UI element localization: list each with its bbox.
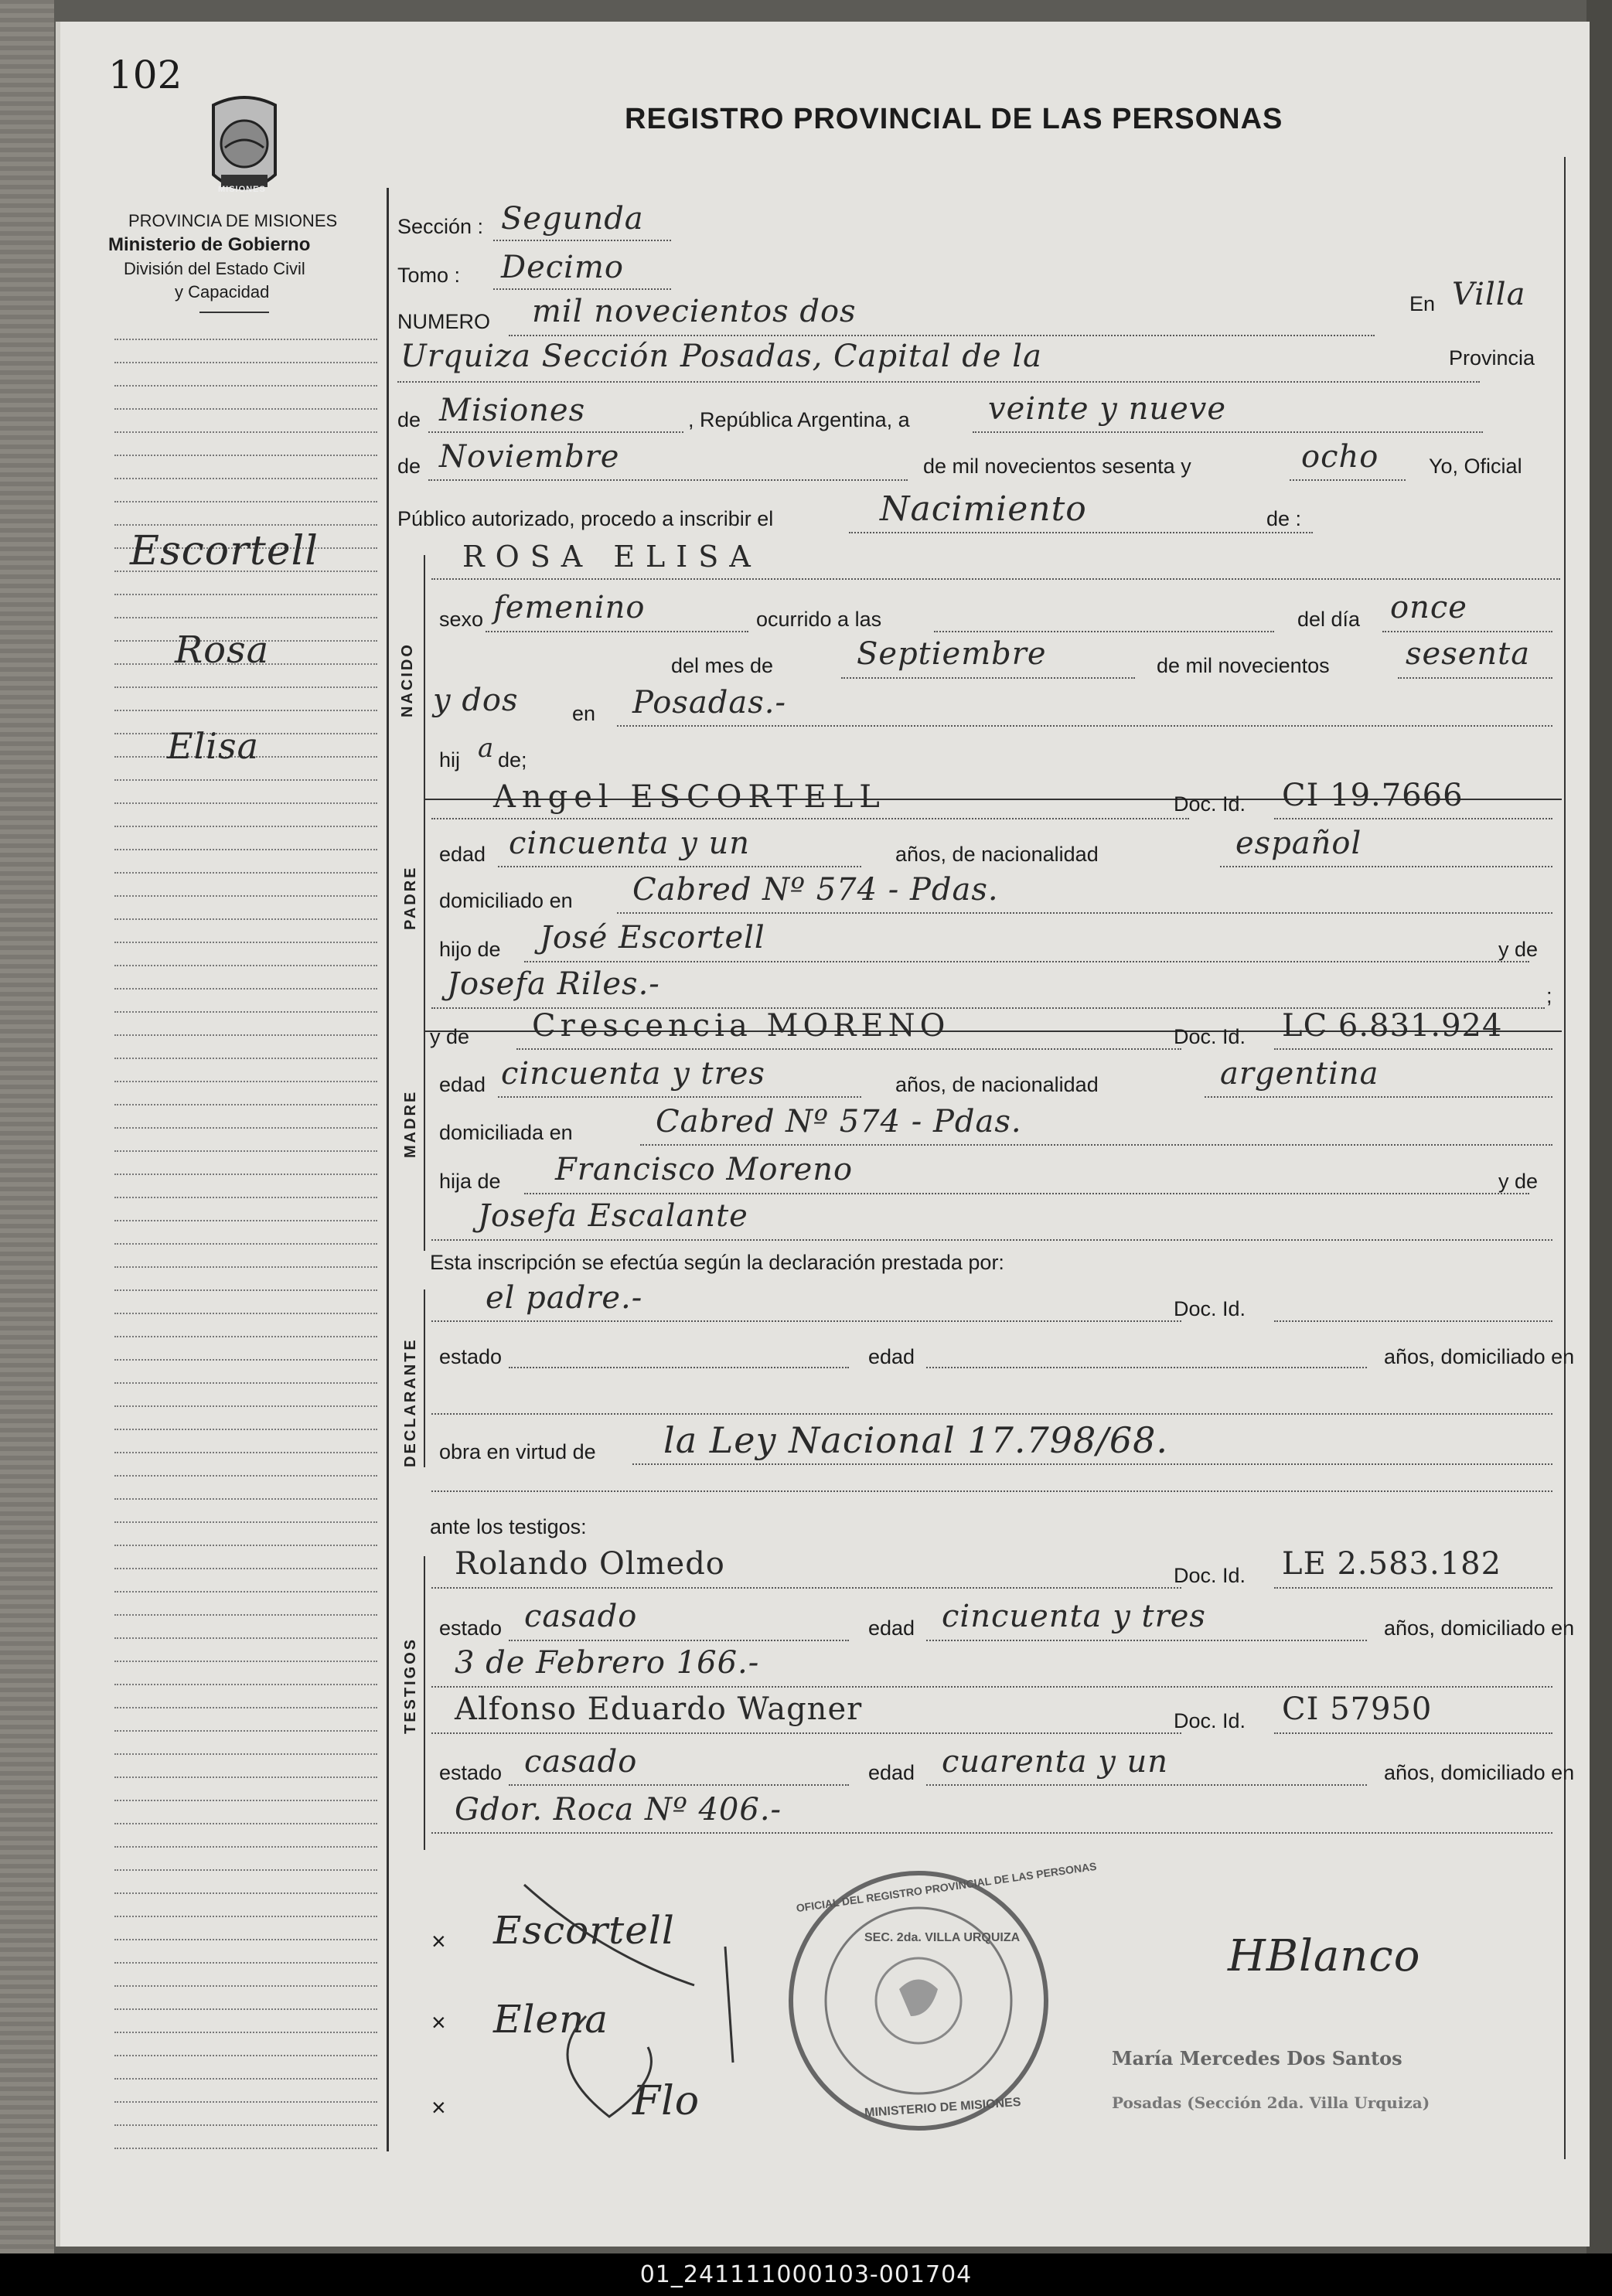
margin-rule-line [114,2032,377,2033]
margin-rule-line [114,1429,377,1430]
label-padre-doc: Doc. Id. [1174,792,1246,816]
margin-rule-line [114,1034,377,1036]
label-republica: , República Argentina, a [688,408,910,431]
line-madre-nombre [516,1048,1181,1050]
margin-rule-line [114,1405,377,1407]
line-lugar-nac [617,725,1552,727]
value-madre-madre: Josefa Escalante [478,1198,748,1234]
stamp-ring-top: OFICIAL DEL REGISTRO PROVINCIAL DE LAS PERSONAS [795,1859,1098,1915]
label-testigo2-doc: Doc. Id. [1174,1709,1246,1732]
margin-rule-line [114,1568,377,1569]
label-testigo2-anos: años, domiciliado en [1384,1761,1575,1784]
section-line-testigos [424,1556,425,1850]
signature-1: Escortell [493,1908,675,1953]
margin-rule-line [114,895,377,897]
value-hij-suffix: a [478,733,495,764]
margin-rule-line [114,1869,377,1871]
line-padre-nac [1220,866,1552,867]
page-number: 102 [108,53,182,97]
issuer-underline [199,312,269,313]
label-esta-inscripcion: Esta inscripción se efectúa según la declaración prestada por: [430,1251,1004,1274]
side-label-testigos: TESTIGOS [402,1637,419,1734]
margin-rule-line [114,408,377,410]
margin-rule-line [114,1777,377,1778]
margin-rule-line [114,686,377,688]
margin-rule-line [114,1197,377,1198]
label-del-mes: del mes de [671,654,774,677]
margin-rule-line [114,1545,377,1546]
value-padre-doc: CI 19.7666 [1282,778,1464,813]
line-testigo1-dom [431,1686,1552,1688]
label-de-mil: de mil novecientos sesenta y [923,455,1191,478]
label-madre-nac: años, de nacionalidad [895,1073,1099,1096]
label-ocurrido: ocurrido a las [756,608,882,631]
side-label-nacido: NACIDO [399,642,416,717]
margin-rule-line [114,617,377,618]
value-padre-nombre: Angel ESCORTELL [493,779,886,815]
sig-mark-1: × [431,1927,446,1955]
line-testigo1-doc [1274,1587,1552,1589]
margin-rule-line [114,1939,377,1940]
margin-rule-line [114,1591,377,1593]
margin-rule-line [114,2078,377,2080]
label-obra: obra en virtud de [439,1440,596,1463]
margin-rule-line [114,1684,377,1685]
line-madre-hija-de [524,1193,1529,1194]
margin-rule-line [114,431,377,433]
book-binding [0,0,54,2253]
line-declarante-edad [926,1367,1367,1368]
line-testigo1 [431,1587,1181,1589]
margin-rule-line [114,918,377,920]
line-mes-nac [841,677,1135,679]
margin-rule-line [114,1174,377,1175]
line-declarante-doc [1274,1320,1552,1322]
margin-rule-line [114,849,377,850]
label-en2: en [572,702,596,725]
line-padre-doc [1274,818,1552,819]
label-de-mil2: de mil novecientos [1157,654,1330,677]
line-declarante [431,1320,1181,1322]
signature-scribbles [493,1862,803,2140]
issuer-line2: Ministerio de Gobierno [108,234,311,255]
value-testigo2-doc: CI 57950 [1282,1691,1433,1727]
officer-stamp-place: Posadas (Sección 2da. Villa Urquiza) [1112,2093,1430,2112]
line-testigo2-doc [1274,1732,1552,1734]
value-ley: la Ley Nacional 17.798/68. [663,1419,1168,1461]
value-anio-nac2: y dos [433,683,519,718]
margin-rule-line [114,1243,377,1245]
line-mes [428,479,908,481]
issuer-line3: División del Estado Civil [124,259,305,278]
value-dia: once [1390,590,1467,625]
line-dia [1382,631,1552,632]
margin-rule-line [114,1452,377,1453]
margin-rule-line [114,1475,377,1477]
margin-rule-line [114,385,377,387]
label-madre-y-de2: y de [1498,1170,1539,1193]
margin-rule-line [114,1916,377,1917]
line-acto [849,532,1313,533]
label-yo-oficial: Yo, Oficial [1429,455,1522,478]
margin-rule-line [114,1150,377,1152]
margin-rule-line [114,1962,377,1964]
margin-rule-line [114,872,377,874]
margin-rule-line [114,1753,377,1755]
margin-rule-line [114,1498,377,1500]
image-caption: 01_241111000103-001704 [0,2253,1612,2296]
line-madre-doc [1274,1048,1552,1050]
label-declarante-doc: Doc. Id. [1174,1297,1246,1320]
label-madre-doc: Doc. Id. [1174,1025,1246,1048]
signature-2: Elena [493,1997,609,2042]
label-seccion: Sección : [397,215,484,238]
value-mes: Noviembre [439,439,620,475]
stamp-ring-bottom: MINISTERIO DE MISIONES [864,2095,1021,2121]
value-madre-hija-de: Francisco Moreno [555,1152,854,1187]
line-tomo [493,288,671,290]
margin-rule-line [114,455,377,456]
label-declarante-edad: edad [868,1345,915,1368]
value-padre-nac: español [1235,826,1362,861]
label-testigo2-edad: edad [868,1761,915,1784]
label-testigo1-estado: estado [439,1616,503,1640]
margin-rule-line [114,2101,377,2103]
seal-label: MISIONES [218,185,266,194]
document-page [56,22,1590,2247]
line-nombre [431,578,1560,580]
value-testigo1-estado: casado [524,1599,638,1634]
line-seccion [493,240,671,241]
margin-rule-line [114,1336,377,1337]
value-mes-nac: Septiembre [857,636,1047,672]
label-testigo1-edad: edad [868,1616,915,1640]
label-de-colon: de : [1266,507,1302,530]
label-declarante-anos: años, domiciliado en [1384,1345,1575,1368]
value-testigo1: Rolando Olmedo [455,1546,725,1582]
line-testigo2-estado [509,1784,849,1786]
line-madre-edad [498,1096,861,1098]
value-acto: Nacimiento [880,489,1087,529]
line-testigo2 [431,1732,1181,1734]
margin-rule-line [114,2148,377,2149]
value-anio-nac: sesenta [1406,636,1531,672]
margin-rule-line [114,1011,377,1013]
line-madre-dom [640,1144,1552,1146]
margin-rule-line [114,1985,377,1987]
value-lugar: Urquiza Sección Posadas, Capital de la [400,339,1042,374]
label-testigo2-estado: estado [439,1761,503,1784]
side-label-declarante: DECLARANTE [402,1337,419,1467]
value-madre-doc: LC 6.831.924 [1282,1008,1503,1044]
value-testigo1-edad: cincuenta y tres [942,1599,1206,1634]
margin-rule-line [114,965,377,966]
value-seccion: Segunda [501,201,644,237]
label-testigo1-anos: años, domiciliado en [1384,1616,1575,1640]
margin-rule-line [114,1707,377,1708]
margin-rule-line [114,1892,377,1894]
line-declarante-estado [509,1367,849,1368]
value-numero: mil novecientos dos [532,294,857,329]
value-testigo1-dom: 3 de Febrero 166.- [455,1645,760,1681]
line-testigo2-edad [926,1784,1367,1786]
margin-rule-line [114,1614,377,1616]
label-de-semi: de; [498,748,527,772]
side-label-padre: PADRE [402,865,419,930]
margin-rule-line [114,1846,377,1848]
sig-mark-2: × [431,2008,446,2036]
value-fecha: veinte y nueve [988,391,1227,427]
value-testigo2-edad: cuarenta y un [942,1744,1169,1780]
label-padre-hijo-de: hijo de [439,938,501,961]
line-ley [632,1463,1552,1465]
value-testigo2-estado: casado [524,1744,638,1780]
line-madre-nac [1205,1096,1552,1098]
section-line-nacido [424,555,425,802]
value-sexo: femenino [493,590,646,625]
margin-name-surname: Escortell [130,528,319,574]
label-del-dia: del día [1297,608,1361,631]
line-fecha [973,431,1483,433]
margin-rule-line [114,1800,377,1801]
label-madre-edad: edad [439,1073,486,1096]
line-ley2 [431,1490,1552,1492]
margin-rule-line [114,362,377,363]
label-declarante-estado: estado [439,1345,503,1368]
margin-name-second: Elisa [167,725,260,767]
margin-rule-line [114,339,377,340]
line-testigo1-estado [509,1640,849,1641]
form-frame-left [387,188,389,2151]
margin-rule-line [114,826,377,827]
value-declarante: el padre.- [486,1280,643,1316]
margin-rule-line [114,1104,377,1105]
value-madre-nombre: Crescencia MORENO [532,1008,950,1044]
label-padre-nac: años, de nacionalidad [895,843,1099,866]
label-madre-dom: domiciliada en [439,1121,573,1144]
margin-rule-line [114,1730,377,1732]
margin-rule-line [114,942,377,943]
margin-rule-line [114,524,377,526]
margin-rule-line [114,988,377,990]
sig-mark-3: × [431,2093,446,2121]
label-madre-y-de: y de [430,1025,470,1048]
form-frame-right [1564,157,1566,2159]
label-de-mes: de [397,455,421,478]
section-line-madre [424,1030,425,1251]
label-padre-edad: edad [439,843,486,866]
value-testigo2: Alfonso Eduardo Wagner [455,1691,863,1727]
value-padre-madre: Josefa Riles.- [447,966,660,1002]
line-sexo [486,631,748,632]
issuer-line1: PROVINCIA DE MISIONES [128,211,338,230]
label-provincia: Provincia [1449,346,1535,370]
label-de-prov: de [397,408,421,431]
line-lugar [397,381,1480,383]
line-anio-nac [1398,677,1552,679]
value-testigo1-doc: LE 2.583.182 [1282,1546,1502,1582]
value-nombre: ROSA ELISA [462,540,762,574]
label-sexo: sexo [439,608,484,631]
margin-rule-line [114,1359,377,1361]
officer-stamp-name: María Mercedes Dos Santos [1112,2047,1402,2069]
margin-rule-line [114,1081,377,1082]
label-publico: Público autorizado, procedo a inscribir el [397,507,774,530]
margin-rule-line [114,1289,377,1291]
value-madre-nac: argentina [1220,1056,1379,1092]
line-testigo1-edad [926,1640,1367,1641]
label-numero: NUMERO [397,310,490,333]
line-padre-dom [617,912,1552,914]
margin-rule-line [114,779,377,781]
line-padre-nombre [431,818,1189,819]
margin-rule-line [114,1058,377,1059]
margin-rule-line [114,1661,377,1662]
line-anio [1290,479,1406,481]
margin-rule-line [114,1637,377,1639]
value-lugar-nac: Posadas.- [632,685,786,720]
value-testigo2-dom: Gdor. Roca Nº 406.- [455,1792,782,1828]
margin-rule-line [114,1266,377,1268]
margin-rule-line [114,1382,377,1384]
margin-rule-line [114,2124,377,2126]
margin-rule-line [114,710,377,711]
label-padre-semicolon: ; [1546,984,1552,1007]
book-cover-edge [1586,0,1612,2253]
line-provincia [428,431,683,433]
stamp-ring-inner: SEC. 2da. VILLA URQUIZA [864,1931,1021,1944]
label-padre-y-de: y de [1498,938,1539,961]
line-declarante-dom [431,1413,1552,1415]
margin-rule-line [114,594,377,595]
side-label-madre: MADRE [402,1089,419,1158]
margin-rule-line [114,478,377,479]
margin-name-first: Rosa [175,629,270,672]
value-padre-dom: Cabred Nº 574 - Pdas. [632,872,999,908]
line-padre-hijo-de [524,961,1529,962]
line-padre-edad [498,866,861,867]
value-madre-dom: Cabred Nº 574 - Pdas. [656,1104,1022,1139]
margin-rule-line [114,1823,377,1824]
label-madre-hija-de: hija de [439,1170,501,1193]
label-testigo1-doc: Doc. Id. [1174,1564,1246,1587]
margin-rule-line [114,2008,377,2010]
value-padre-hijo-de: José Escortell [540,920,765,956]
line-madre-madre [431,1239,1552,1241]
margin-rule-line [114,1220,377,1221]
label-ante: ante los testigos: [430,1515,587,1538]
value-padre-edad: cincuenta y un [509,826,751,861]
label-padre-dom: domiciliado en [439,889,573,912]
label-en: En [1409,292,1436,315]
line-hora [934,631,1274,632]
document-title: REGISTRO PROVINCIAL DE LAS PERSONAS [625,103,1283,135]
value-provincia: Misiones [439,393,586,428]
officer-signature: HBlanco [1228,1931,1421,1981]
margin-rule-line [114,1521,377,1523]
value-anio: ocho [1301,439,1379,475]
value-madre-edad: cincuenta y tres [501,1056,765,1092]
line-numero [509,335,1375,336]
value-en: Villa [1452,277,1526,312]
margin-rule-line [114,1313,377,1314]
margin-rule-line [114,501,377,502]
label-hij: hij [439,748,461,772]
margin-rule-line [114,2055,377,2056]
margin-rule-line [114,1127,377,1129]
line-testigo2-dom [431,1832,1552,1834]
signature-3: Flo [632,2078,700,2124]
margin-rule-line [114,802,377,804]
section-line-declarante [424,1289,425,1467]
issuer-line4: y Capacidad [175,282,270,301]
label-tomo: Tomo : [397,264,461,287]
section-line-padre [424,799,425,1030]
value-tomo: Decimo [501,250,624,285]
